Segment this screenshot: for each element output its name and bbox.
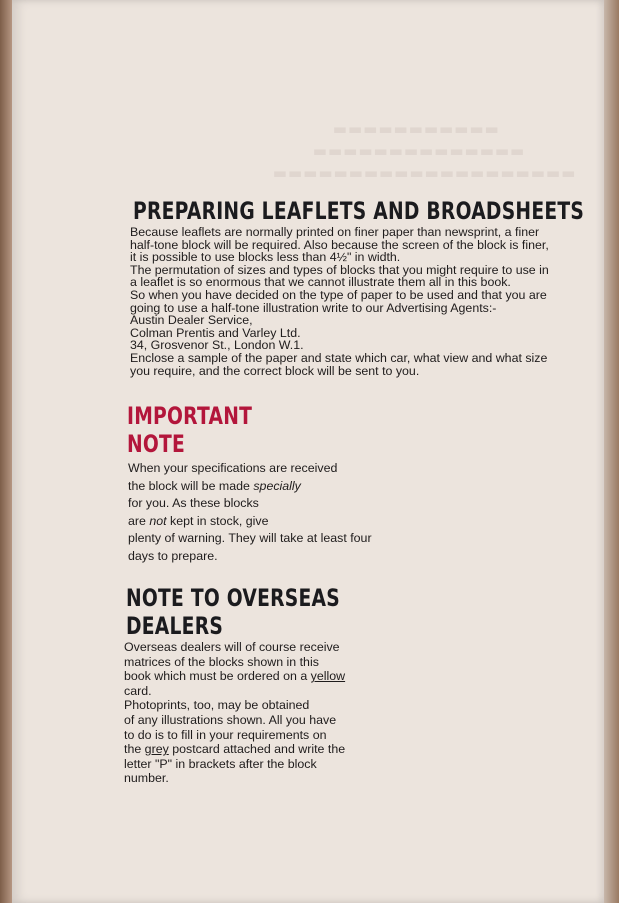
overseas-line: Overseas dealers will of course receive: [124, 640, 340, 654]
overseas-line: of any illustrations shown. All you have: [124, 712, 337, 727]
paragraph-line: The permutation of sizes and types of blocks that you might require to use in: [130, 262, 549, 277]
underlined-yellow: yellow: [310, 669, 346, 684]
important-note-text: [128, 460, 372, 566]
overseas-line: matrices of the blocks shown in this: [124, 654, 319, 669]
paragraph-line: it is possible to use blocks less than 4½" in width.: [130, 250, 401, 265]
paragraph-line: you require, and the correct block will be sent to you.: [130, 363, 420, 378]
overseas-line: letter "P" in brackets after the block: [124, 756, 317, 771]
paragraph-line: a leaflet is so enormous that we cannot illustrate them all in this book.: [130, 275, 511, 290]
note-line-text: the block will be made: [128, 478, 254, 493]
address-line: 34, Grosvenor St., London W.1.: [130, 338, 304, 353]
paragraph-line: half-tone block will be required. Also because the screen of the block is finer,: [130, 237, 549, 252]
note-line: plenty of warning. They will take at least four: [128, 531, 372, 546]
paragraph-line: going to use a half-tone illustration write to our Advertising Agents:-: [130, 300, 497, 315]
note-line: days to prepare.: [128, 548, 218, 563]
emphasis-not: not: [149, 513, 167, 528]
title-line: NOTE: [127, 430, 186, 458]
emphasis-specially: specially: [253, 478, 301, 493]
overseas-line: to do is to fill in your requirements on: [124, 727, 327, 742]
overseas-line: [124, 742, 345, 757]
leaflets-paragraph: [130, 226, 585, 377]
underlined-grey: grey: [144, 742, 169, 757]
overseas-note-title: [126, 584, 340, 640]
paragraph-line: Because leaflets are normally printed on finer paper than newsprint, a finer: [130, 225, 540, 239]
overseas-note-text: [124, 640, 345, 786]
title-line: NOTE TO OVERSEAS: [126, 584, 340, 612]
show-through-mark: ▬▬▬▬▬▬▬▬▬▬▬: [332, 120, 499, 138]
show-through-mark: ▬▬▬▬▬▬▬▬▬▬▬▬▬▬: [312, 142, 525, 160]
note-line: When your specifications are received: [128, 461, 338, 475]
note-line: [128, 513, 372, 531]
overseas-line-text: postcard attached and write the: [168, 742, 346, 757]
overseas-line-text: the: [124, 742, 145, 757]
note-line-text: are: [128, 513, 150, 528]
address-line: Austin Dealer Service,: [130, 313, 253, 328]
note-line-text: kept in stock, give: [166, 513, 269, 528]
title-line: IMPORTANT: [127, 402, 253, 430]
title-line: DEALERS: [126, 612, 224, 640]
paragraph-line: So when you have decided on the type of paper to be used and that you are: [130, 287, 547, 302]
note-line: for you. As these blocks: [128, 496, 259, 511]
address-line: Colman Prentis and Varley Ltd.: [130, 325, 301, 340]
important-note-title: [127, 402, 252, 458]
overseas-line: Photoprints, too, may be obtained: [124, 698, 310, 713]
overseas-line: [124, 669, 345, 684]
show-through-mark: ▬▬▬▬▬▬▬▬▬▬▬▬▬▬▬▬▬▬▬▬: [272, 164, 576, 182]
overseas-line: card.: [124, 683, 152, 698]
note-line: [128, 478, 372, 496]
section-title-leaflets: PREPARING LEAFLETS AND BROADSHEETS: [133, 197, 585, 225]
overseas-line: number.: [124, 771, 169, 786]
paragraph-line: Enclose a sample of the paper and state which car, what view and what size: [130, 350, 548, 365]
overseas-line-text: book which must be ordered on a: [124, 669, 311, 684]
